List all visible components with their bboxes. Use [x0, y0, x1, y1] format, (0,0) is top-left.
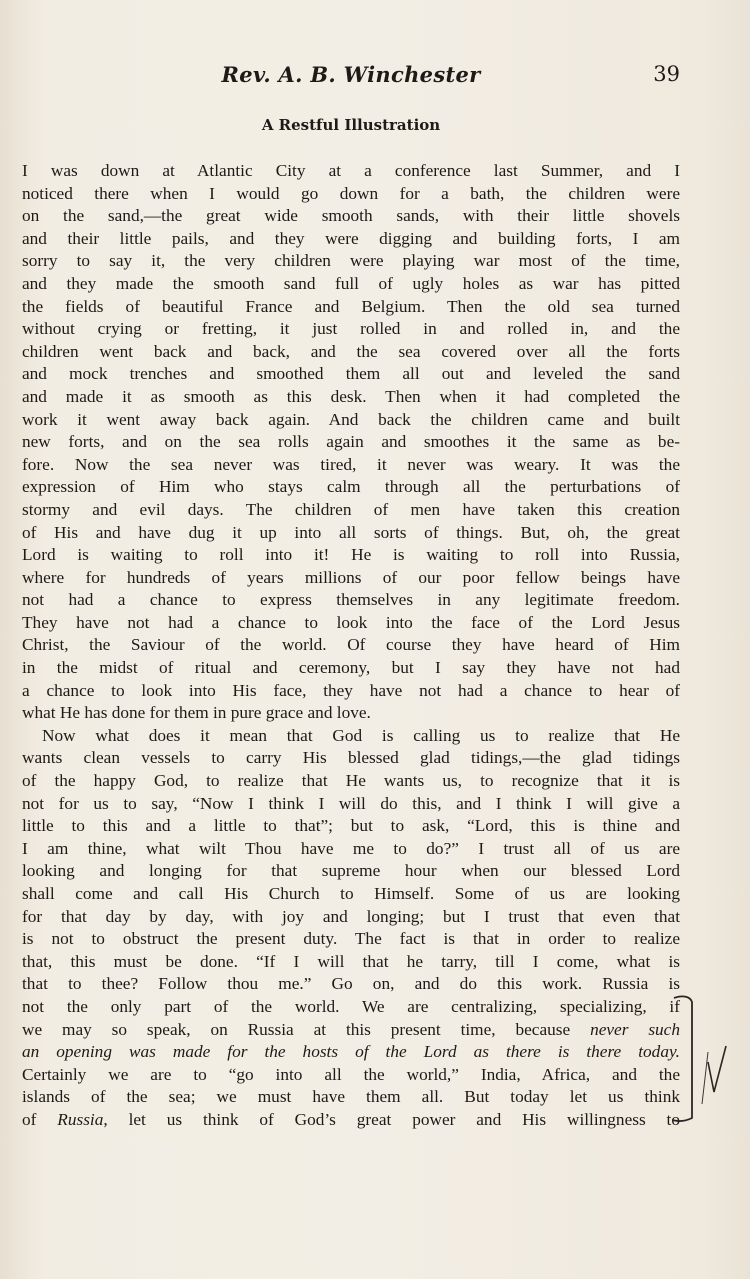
margin-annotation-mark	[672, 994, 732, 1124]
text-line: looking and longing for that supreme hour when our blessed Lord	[22, 861, 680, 881]
body-text	[22, 160, 680, 1132]
text-line: islands of the sea; we must have them all. But today let us think	[22, 1087, 680, 1107]
text-line: not had a chance to express themselves in any legitimate freedom.	[22, 590, 680, 610]
text-line: Christ, the Saviour of the world. Of course they have heard of Him	[22, 635, 680, 655]
text-line: I am thine, what wilt Thou have me to do?” I trust all of us are	[22, 838, 680, 858]
text-line: and their little pails, and they were digging and building forts, I am	[22, 228, 680, 248]
text-line: noticed there when I would go down for a bath, the children were	[22, 183, 680, 203]
text-line: what He has done for them in pure grace and love.	[22, 703, 371, 723]
text-line: children went back and back, and the sea covered over all the forts	[22, 341, 680, 361]
margin-bracket-line	[672, 996, 692, 1121]
section-title: A Restful Illustration	[261, 116, 441, 134]
text-line: shall come and call His Church to Himself. Some of us are looking	[22, 884, 680, 903]
text-line: that to thee? Follow thou me.” Go on, and do this work. Russia is	[22, 974, 680, 994]
running-head: Rev. A. B. Winchester	[221, 62, 481, 87]
italic-text: Russia	[57, 1109, 104, 1129]
text-line: Now what does it mean that God is calling us to realize that He	[42, 725, 680, 745]
text-line: and they made the smooth sand full of ugly holes as war has pitted	[22, 273, 680, 293]
text-line: Certainly we are to “go into all the world,” India, Africa, and the	[22, 1064, 680, 1084]
italic-text: an opening was made for the hosts of the Lord as there is there today.	[22, 1042, 680, 1062]
page-header	[22, 62, 680, 102]
text-line: little to this and a little to that”; but to ask, “Lord, this is thine and	[22, 816, 680, 836]
text-line: of the happy God, to realize that He wants us, to recognize that it is	[22, 771, 680, 791]
text-line: in the midst of ritual and ceremony, but I say they have not had	[22, 658, 680, 678]
text-line: is not to obstruct the present duty. The fact is that in order to realize	[22, 929, 680, 949]
text-line: stormy and evil days. The children of men have taken this creation	[22, 499, 680, 519]
text-line: the fields of beautiful France and Belgium. Then the old sea turned	[22, 296, 680, 316]
text-line: a chance to look into His face, they have not had a chance to hear of	[22, 680, 680, 700]
text-line: expression of Him who stays calm through all the perturbations of	[22, 477, 680, 497]
text-line: and mock trenches and smoothed them all out and leveled the sand	[22, 364, 680, 384]
text-line: not for us to say, “Now I think I will do this, and I think I will give a	[22, 793, 680, 813]
margin-check-mark	[708, 1046, 726, 1092]
text-line: of Russia, let us think of God’s great power and His willingness to	[22, 1109, 680, 1129]
text-line: fore. Now the sea never was tired, it never was weary. It was the	[22, 454, 680, 474]
margin-slash-stroke	[702, 1052, 708, 1104]
text-line: where for hundreds of years millions of our poor fellow beings have	[22, 567, 680, 587]
text-line: new forts, and on the sea rolls again and smoothes it the same as be-	[22, 432, 680, 452]
text-line: for that day by day, with joy and longing; but I trust that even that	[22, 906, 680, 926]
text-line: of His and have dug it up into all sorts of things. But, oh, the great	[22, 522, 680, 542]
text-line: without crying or fretting, it just rolled in and rolled in, and the	[22, 319, 680, 339]
text-line: sorry to say it, the very children were playing war most of the time,	[22, 251, 680, 271]
italic-text: never such	[590, 1019, 680, 1039]
text-line: They have not had a chance to look into the face of the Lord Jesus	[22, 612, 680, 632]
text-line	[22, 1041, 680, 1064]
text-line: Lord is waiting to roll into it! He is waiting to roll into Russia,	[22, 545, 680, 565]
text-line: I was down at Atlantic City at a conference last Summer, and I	[22, 161, 680, 180]
page-number: 39	[653, 62, 680, 86]
text-line: we may so speak, on Russia at this present time, because never such	[22, 1019, 680, 1039]
text-line: work it went away back again. And back the children came and built	[22, 409, 680, 429]
text-line: wants clean vessels to carry His blessed glad tidings,—the glad tidings	[22, 748, 680, 768]
text-line: not the only part of the world. We are centralizing, specializing, if	[22, 996, 680, 1016]
text-line: and made it as smooth as this desk. Then when it had completed the	[22, 386, 680, 406]
text-line: that, this must be done. “If I will that he tarry, till I come, what is	[22, 951, 680, 971]
text-line: on the sand,—the great wide smooth sands, with their little shovels	[22, 206, 680, 226]
